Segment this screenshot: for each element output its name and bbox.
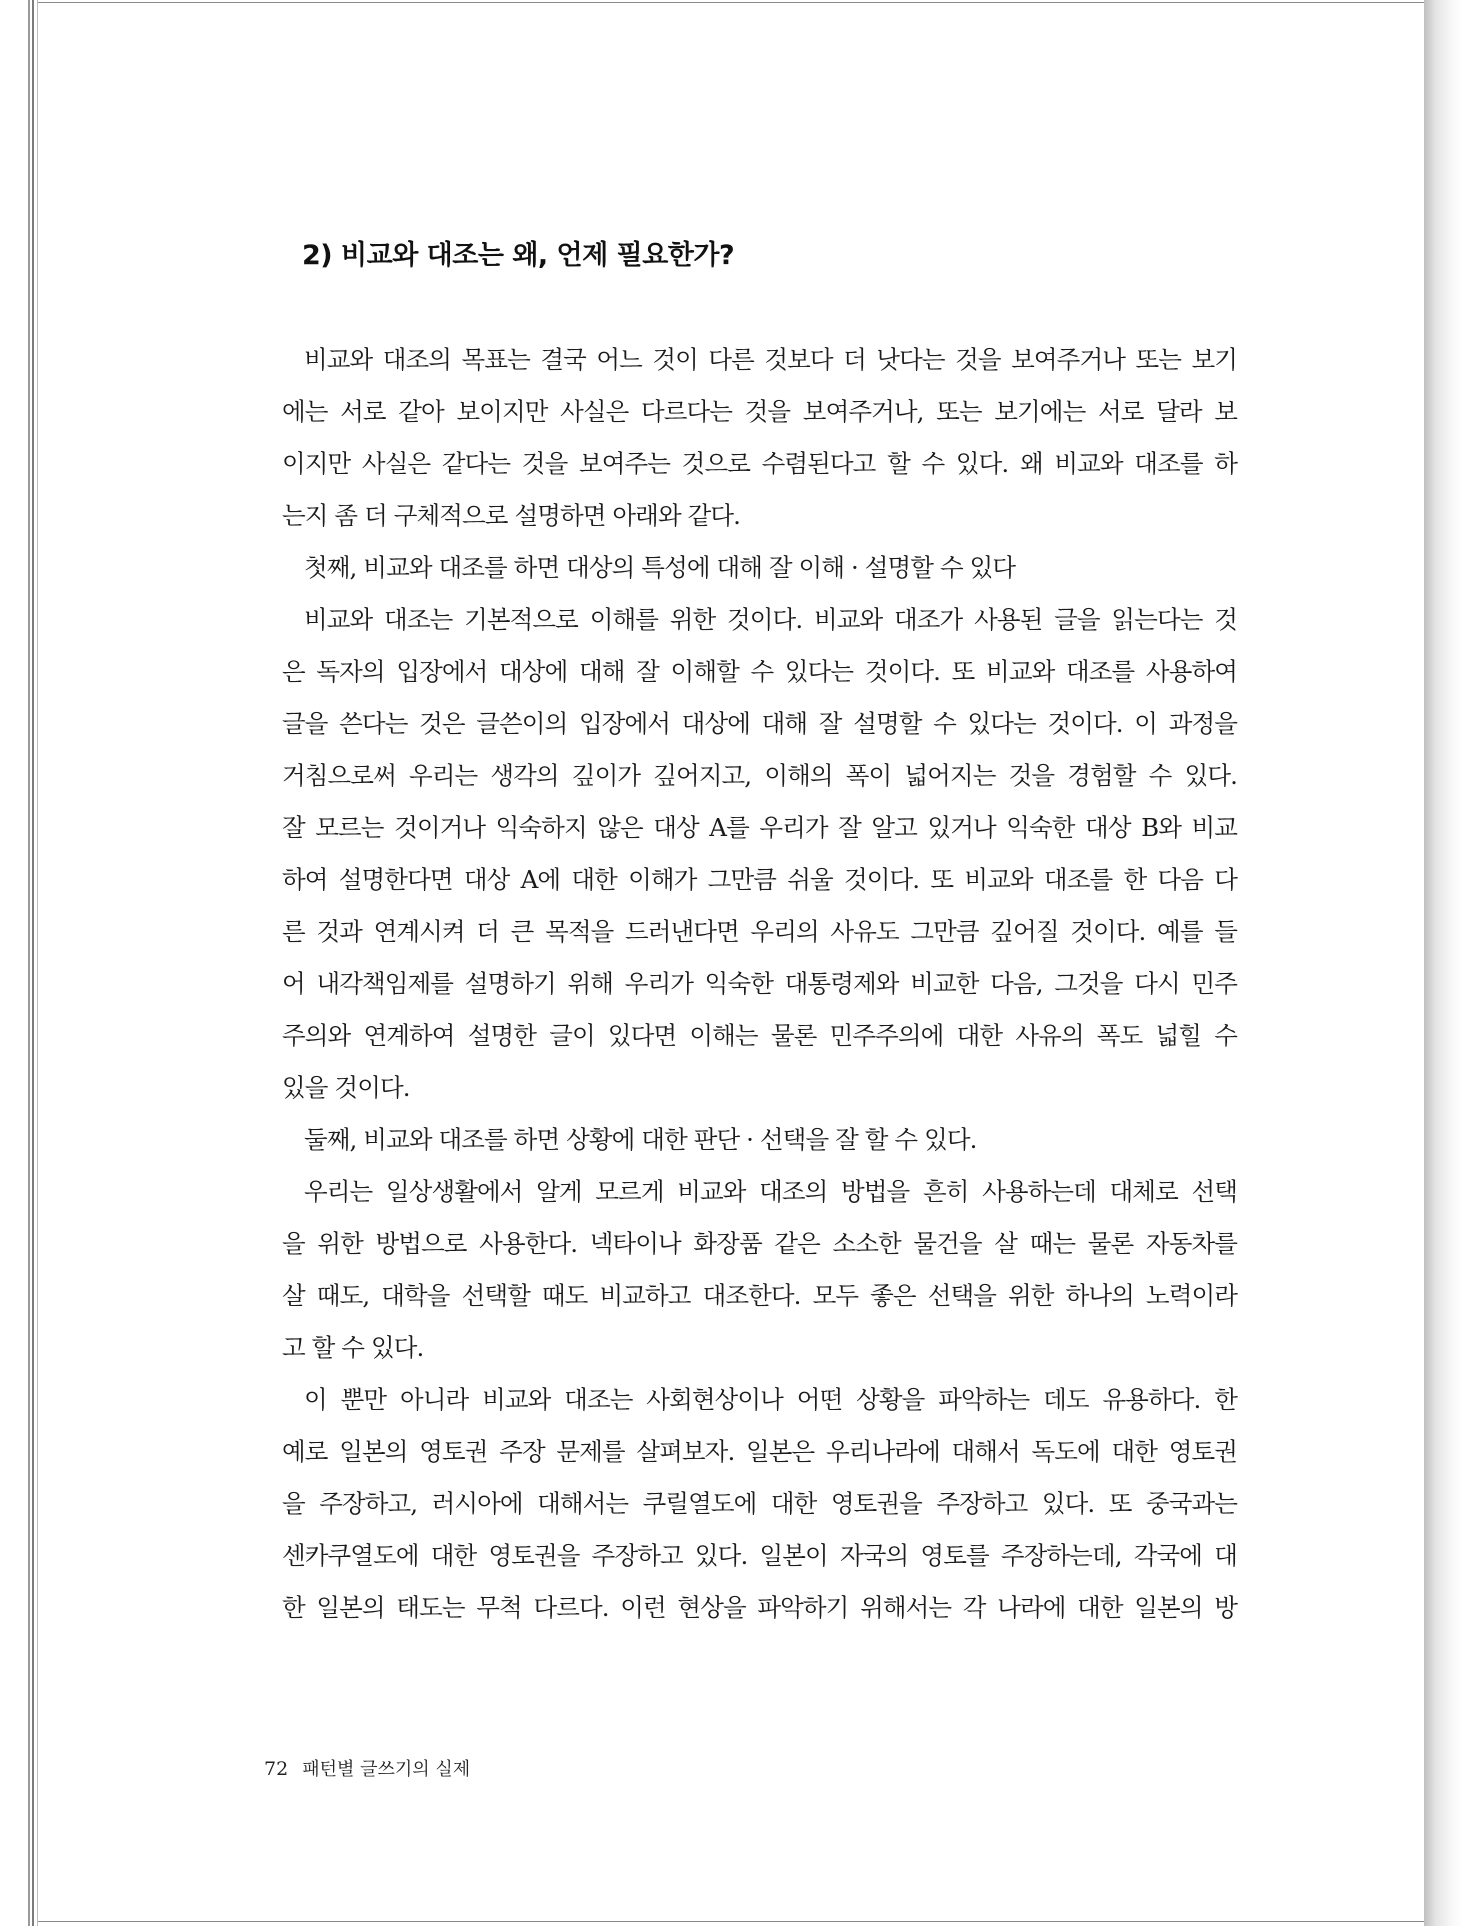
subheading-second: 둘째, 비교와 대조를 하면 상황에 대한 판단 · 선택을 잘 할 수 있다.	[304, 1125, 977, 1154]
text-line: 비교와 대조의 목표는 결국 어느 것이 다른 것보다 더 낫다는 것을 보여주거나 또는 보기	[304, 345, 1237, 374]
body-text	[282, 334, 1237, 1634]
text-line: 살 때도, 대학을 선택할 때도 비교하고 대조한다. 모두 좋은 선택을 위한 하나의 노력이라	[282, 1281, 1237, 1310]
text-line: 이 뿐만 아니라 비교와 대조는 사회현상이나 어떤 상황을 파악하는 데도 유용하다. 한	[304, 1385, 1237, 1414]
text-line: 는지 좀 더 구체적으로 설명하면 아래와 같다.	[282, 501, 741, 530]
text-line: 우리는 일상생활에서 알게 모르게 비교와 대조의 방법을 흔히 사용하는데 대체로 선택	[304, 1177, 1237, 1206]
text-line: 른 것과 연계시켜 더 큰 목적을 드러낸다면 우리의 사유도 그만큼 깊어질 것이다. 예를 들	[282, 917, 1237, 946]
section-heading: 2) 비교와 대조는 왜, 언제 필요한가?	[302, 240, 735, 271]
page-footer	[264, 1755, 470, 1781]
page-number: 72	[264, 1758, 289, 1780]
text-line: 예로 일본의 영토권 주장 문제를 살펴보자. 일본은 우리나라에 대해서 독도에 대한 영토권	[282, 1437, 1237, 1466]
text-line: 에는 서로 같아 보이지만 사실은 다르다는 것을 보여주거나, 또는 보기에는 서로 달라 보	[282, 397, 1237, 426]
text-line: 비교와 대조는 기본적으로 이해를 위한 것이다. 비교와 대조가 사용된 글을 읽는다는 것	[304, 605, 1237, 634]
text-line: 은 독자의 입장에서 대상에 대해 잘 이해할 수 있다는 것이다. 또 비교와 대조를 사용하여	[282, 657, 1237, 686]
text-line: 주의와 연계하여 설명한 글이 있다면 이해는 물론 민주주의에 대한 사유의 폭도 넓힐 수	[282, 1021, 1237, 1050]
text-line: 있을 것이다.	[282, 1073, 410, 1102]
running-title: 패턴별 글쓰기의 실제	[302, 1759, 471, 1780]
text-line: 어 내각책임제를 설명하기 위해 우리가 익숙한 대통령제와 비교한 다음, 그것을 다시 민주	[282, 969, 1237, 998]
text-line: 센카쿠열도에 대한 영토권을 주장하고 있다. 일본이 자국의 영토를 주장하는데, 각국에 대	[282, 1541, 1237, 1570]
text-line: 을 위한 방법으로 사용한다. 넥타이나 화장품 같은 소소한 물건을 살 때는 물론 자동차를	[282, 1229, 1237, 1258]
subheading-first: 첫째, 비교와 대조를 하면 대상의 특성에 대해 잘 이해 · 설명할 수 있다	[304, 553, 1016, 582]
page-edge-shadow	[1424, 0, 1463, 1926]
text-line: 잘 모르는 것이거나 익숙하지 않은 대상 A를 우리가 잘 알고 있거나 익숙한 대상 B와 비교	[282, 813, 1237, 842]
text-line: 을 주장하고, 러시아에 대해서는 쿠릴열도에 대한 영토권을 주장하고 있다. 또 중국과는	[282, 1489, 1237, 1518]
text-line: 글을 쓴다는 것은 글쓴이의 입장에서 대상에 대해 잘 설명할 수 있다는 것이다. 이 과정을	[282, 709, 1237, 738]
text-line: 거침으로써 우리는 생각의 깊이가 깊어지고, 이해의 폭이 넓어지는 것을 경험할 수 있다.	[282, 761, 1237, 790]
text-line: 이지만 사실은 같다는 것을 보여주는 것으로 수렴된다고 할 수 있다. 왜 비교와 대조를 하	[282, 449, 1237, 478]
text-line: 하여 설명한다면 대상 A에 대한 이해가 그만큼 쉬울 것이다. 또 비교와 대조를 한 다음 다	[282, 865, 1237, 894]
text-line: 한 일본의 태도는 무척 다르다. 이런 현상을 파악하기 위해서는 각 나라에 대한 일본의 방	[282, 1593, 1237, 1622]
text-line: 고 할 수 있다.	[282, 1333, 424, 1362]
